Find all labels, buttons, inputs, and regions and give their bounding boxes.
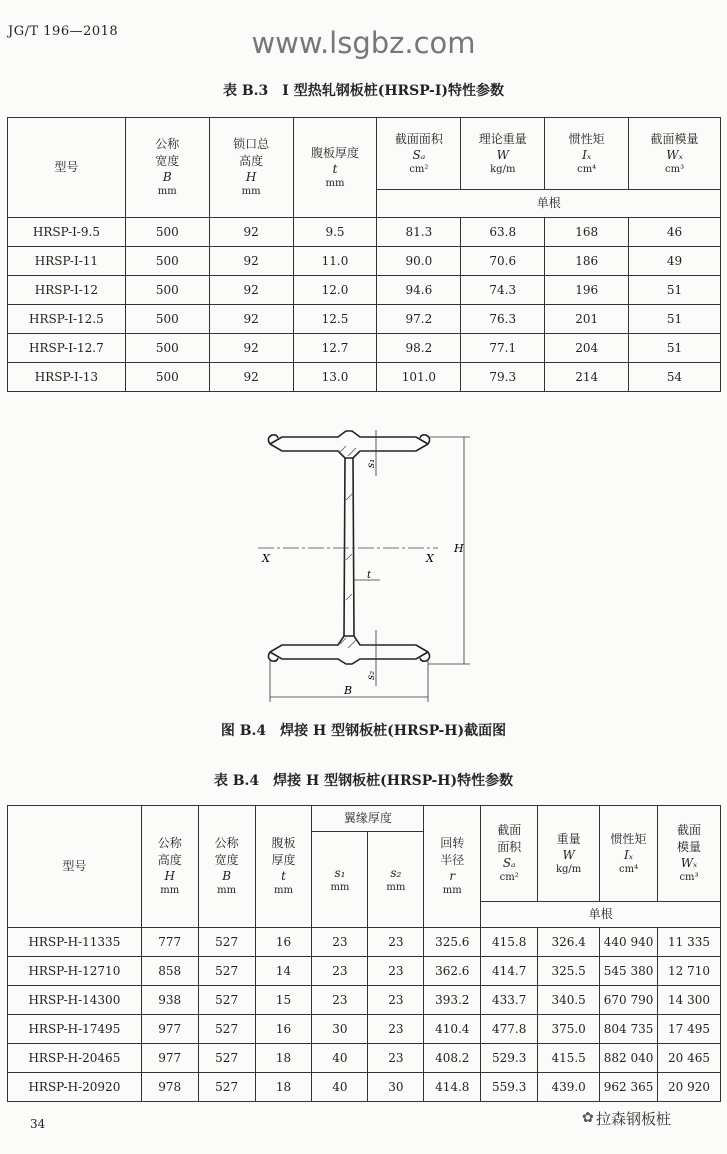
row-value-cell: 804 735: [600, 1015, 658, 1044]
row-value-cell: 23: [312, 986, 368, 1015]
col-model-header: 型号: [8, 118, 126, 218]
col-height-header: 公称 高度 H mm: [141, 806, 198, 928]
row-value-cell: 40: [312, 1073, 368, 1102]
brand-label: 拉森钢板桩: [596, 1110, 672, 1128]
col-modulus-header: 截面 模量 Wₓ cm³: [658, 806, 721, 902]
row-value-cell: 51: [629, 276, 721, 305]
col-s1-header: s₁ mm: [312, 832, 368, 928]
col-web-header: 腹板厚度 t mm: [293, 118, 377, 218]
row-value-cell: 70.6: [461, 247, 545, 276]
row-value-cell: 12.7: [293, 334, 377, 363]
row-value-cell: 14 300: [658, 986, 721, 1015]
row-value-cell: 529.3: [481, 1044, 538, 1073]
row-value-cell: 527: [198, 1073, 255, 1102]
row-value-cell: 415.5: [538, 1044, 600, 1073]
row-value-cell: 326.4: [538, 928, 600, 957]
row-value-cell: 362.6: [424, 957, 481, 986]
row-value-cell: 527: [198, 928, 255, 957]
row-value-cell: 500: [125, 276, 209, 305]
row-model-cell: HRSP-H-20920: [8, 1073, 142, 1102]
row-value-cell: 882 040: [600, 1044, 658, 1073]
row-value-cell: 12.0: [293, 276, 377, 305]
col-model-header: 型号: [8, 806, 142, 928]
row-value-cell: 500: [125, 218, 209, 247]
row-value-cell: 978: [141, 1073, 198, 1102]
h-section-figure: [0, 405, 727, 715]
row-model-cell: HRSP-H-17495: [8, 1015, 142, 1044]
row-value-cell: 500: [125, 247, 209, 276]
col-height-header: 锁口总 高度 H mm: [209, 118, 293, 218]
row-value-cell: 23: [368, 1044, 424, 1073]
row-value-cell: 54: [629, 363, 721, 392]
standard-code: JG/T 196—2018: [8, 24, 119, 39]
table-b4: [7, 805, 721, 1102]
row-value-cell: 527: [198, 1044, 255, 1073]
row-value-cell: 9.5: [293, 218, 377, 247]
table-b3-caption: 表 B.3 I 型热轧钢板桩(HRSP-I)特性参数: [222, 83, 505, 99]
row-value-cell: 440 940: [600, 928, 658, 957]
row-value-cell: 214: [545, 363, 629, 392]
row-value-cell: 92: [209, 247, 293, 276]
table-row: [8, 1073, 721, 1102]
s2-dim-label: s₂: [366, 670, 377, 680]
row-value-cell: 51: [629, 305, 721, 334]
table-row: [8, 363, 721, 392]
row-value-cell: 500: [125, 363, 209, 392]
watermark: www.lsgbz.com: [251, 26, 476, 60]
row-value-cell: 477.8: [481, 1015, 538, 1044]
row-value-cell: 325.5: [538, 957, 600, 986]
row-value-cell: 393.2: [424, 986, 481, 1015]
row-value-cell: 23: [368, 957, 424, 986]
col-web-header: 腹板 厚度 t mm: [255, 806, 312, 928]
row-value-cell: 49: [629, 247, 721, 276]
row-value-cell: 18: [255, 1044, 312, 1073]
row-model-cell: HRSP-H-20465: [8, 1044, 142, 1073]
row-value-cell: 20 920: [658, 1073, 721, 1102]
row-value-cell: 977: [141, 1044, 198, 1073]
row-value-cell: 204: [545, 334, 629, 363]
row-value-cell: 11 335: [658, 928, 721, 957]
row-model-cell: HRSP-H-14300: [8, 986, 142, 1015]
row-value-cell: 76.3: [461, 305, 545, 334]
row-value-cell: 46: [629, 218, 721, 247]
table-b4-body: [8, 928, 721, 1102]
table-row: [8, 1044, 721, 1073]
row-model-cell: HRSP-I-9.5: [8, 218, 126, 247]
row-value-cell: 670 790: [600, 986, 658, 1015]
row-value-cell: 30: [312, 1015, 368, 1044]
table-row: [8, 305, 721, 334]
row-value-cell: 186: [545, 247, 629, 276]
row-value-cell: 74.3: [461, 276, 545, 305]
row-value-cell: 414.8: [424, 1073, 481, 1102]
row-value-cell: 23: [368, 986, 424, 1015]
b-dim-label: B: [344, 684, 353, 697]
table-row: [8, 218, 721, 247]
row-value-cell: 23: [312, 957, 368, 986]
page-number: 34: [30, 1117, 46, 1131]
row-value-cell: 98.2: [377, 334, 461, 363]
col-area-header: 截面面积 Sₐ cm²: [377, 118, 461, 190]
wechat-icon: ✿: [582, 1110, 594, 1126]
col-inertia-header: 惯性矩 Iₓ cm⁴: [545, 118, 629, 190]
row-value-cell: 196: [545, 276, 629, 305]
row-value-cell: 325.6: [424, 928, 481, 957]
row-value-cell: 938: [141, 986, 198, 1015]
row-model-cell: HRSP-H-11335: [8, 928, 142, 957]
row-value-cell: 90.0: [377, 247, 461, 276]
h-dim-label: H: [454, 542, 464, 555]
row-value-cell: 340.5: [538, 986, 600, 1015]
row-value-cell: 79.3: [461, 363, 545, 392]
row-value-cell: 94.6: [377, 276, 461, 305]
row-value-cell: 168: [545, 218, 629, 247]
row-model-cell: HRSP-I-12.5: [8, 305, 126, 334]
col-weight-header: 重量 W kg/m: [538, 806, 600, 902]
row-value-cell: 977: [141, 1015, 198, 1044]
table-row: [8, 928, 721, 957]
row-value-cell: 23: [368, 1015, 424, 1044]
row-value-cell: 414.7: [481, 957, 538, 986]
row-value-cell: 92: [209, 218, 293, 247]
table-b3-body: [8, 218, 721, 392]
row-value-cell: 410.4: [424, 1015, 481, 1044]
row-value-cell: 559.3: [481, 1073, 538, 1102]
col-area-header: 截面 面积 Sₐ cm²: [481, 806, 538, 902]
row-value-cell: 16: [255, 1015, 312, 1044]
col-modulus-header: 截面模量 Wₓ cm³: [629, 118, 721, 190]
table-row: [8, 247, 721, 276]
table-row: [8, 276, 721, 305]
row-value-cell: 97.2: [377, 305, 461, 334]
row-value-cell: 500: [125, 334, 209, 363]
single-pile-header: 单根: [377, 190, 721, 218]
table-row: [8, 986, 721, 1015]
row-value-cell: 408.2: [424, 1044, 481, 1073]
row-model-cell: HRSP-H-12710: [8, 957, 142, 986]
table-b3: [7, 117, 721, 392]
row-value-cell: 858: [141, 957, 198, 986]
row-value-cell: 201: [545, 305, 629, 334]
row-value-cell: 30: [368, 1073, 424, 1102]
s1-dim-label: s₁: [366, 458, 377, 468]
row-value-cell: 375.0: [538, 1015, 600, 1044]
x-label-right: X: [426, 552, 434, 565]
row-model-cell: HRSP-I-12: [8, 276, 126, 305]
single-pile-header: 单根: [481, 902, 721, 928]
row-value-cell: 12.5: [293, 305, 377, 334]
row-value-cell: 17 495: [658, 1015, 721, 1044]
row-value-cell: 545 380: [600, 957, 658, 986]
row-model-cell: HRSP-I-13: [8, 363, 126, 392]
row-value-cell: 63.8: [461, 218, 545, 247]
col-width-header: 公称 宽度 B mm: [125, 118, 209, 218]
row-value-cell: 13.0: [293, 363, 377, 392]
row-value-cell: 415.8: [481, 928, 538, 957]
row-value-cell: 40: [312, 1044, 368, 1073]
col-s2-header: s₂ mm: [368, 832, 424, 928]
row-value-cell: 101.0: [377, 363, 461, 392]
figure-b4-caption: 图 B.4 焊接 H 型钢板桩(HRSP-H)截面图: [220, 723, 507, 739]
x-label-left: X: [262, 552, 270, 565]
row-value-cell: 23: [368, 928, 424, 957]
row-value-cell: 23: [312, 928, 368, 957]
row-value-cell: 777: [141, 928, 198, 957]
row-value-cell: 439.0: [538, 1073, 600, 1102]
row-value-cell: 11.0: [293, 247, 377, 276]
row-model-cell: HRSP-I-12.7: [8, 334, 126, 363]
col-weight-header: 理论重量 W kg/m: [461, 118, 545, 190]
row-value-cell: 433.7: [481, 986, 538, 1015]
row-value-cell: 92: [209, 276, 293, 305]
row-value-cell: 81.3: [377, 218, 461, 247]
row-value-cell: 527: [198, 957, 255, 986]
col-inertia-header: 惯性矩 Iₓ cm⁴: [600, 806, 658, 902]
table-row: [8, 957, 721, 986]
t-dim-label: t: [367, 570, 372, 581]
row-value-cell: 92: [209, 305, 293, 334]
row-value-cell: 92: [209, 363, 293, 392]
col-radius-header: 回转 半径 r mm: [424, 806, 481, 928]
table-b4-caption: 表 B.4 焊接 H 型钢板桩(HRSP-H)特性参数: [213, 773, 514, 789]
row-value-cell: 18: [255, 1073, 312, 1102]
table-row: [8, 1015, 721, 1044]
row-value-cell: 16: [255, 928, 312, 957]
row-value-cell: 20 465: [658, 1044, 721, 1073]
table-row: [8, 334, 721, 363]
row-value-cell: 15: [255, 986, 312, 1015]
row-value-cell: 51: [629, 334, 721, 363]
row-value-cell: 527: [198, 1015, 255, 1044]
row-value-cell: 14: [255, 957, 312, 986]
flange-thickness-header: 翼缘厚度: [312, 806, 424, 832]
col-width-header: 公称 宽度 B mm: [198, 806, 255, 928]
row-model-cell: HRSP-I-11: [8, 247, 126, 276]
row-value-cell: 92: [209, 334, 293, 363]
row-value-cell: 500: [125, 305, 209, 334]
row-value-cell: 527: [198, 986, 255, 1015]
row-value-cell: 77.1: [461, 334, 545, 363]
row-value-cell: 12 710: [658, 957, 721, 986]
row-value-cell: 962 365: [600, 1073, 658, 1102]
